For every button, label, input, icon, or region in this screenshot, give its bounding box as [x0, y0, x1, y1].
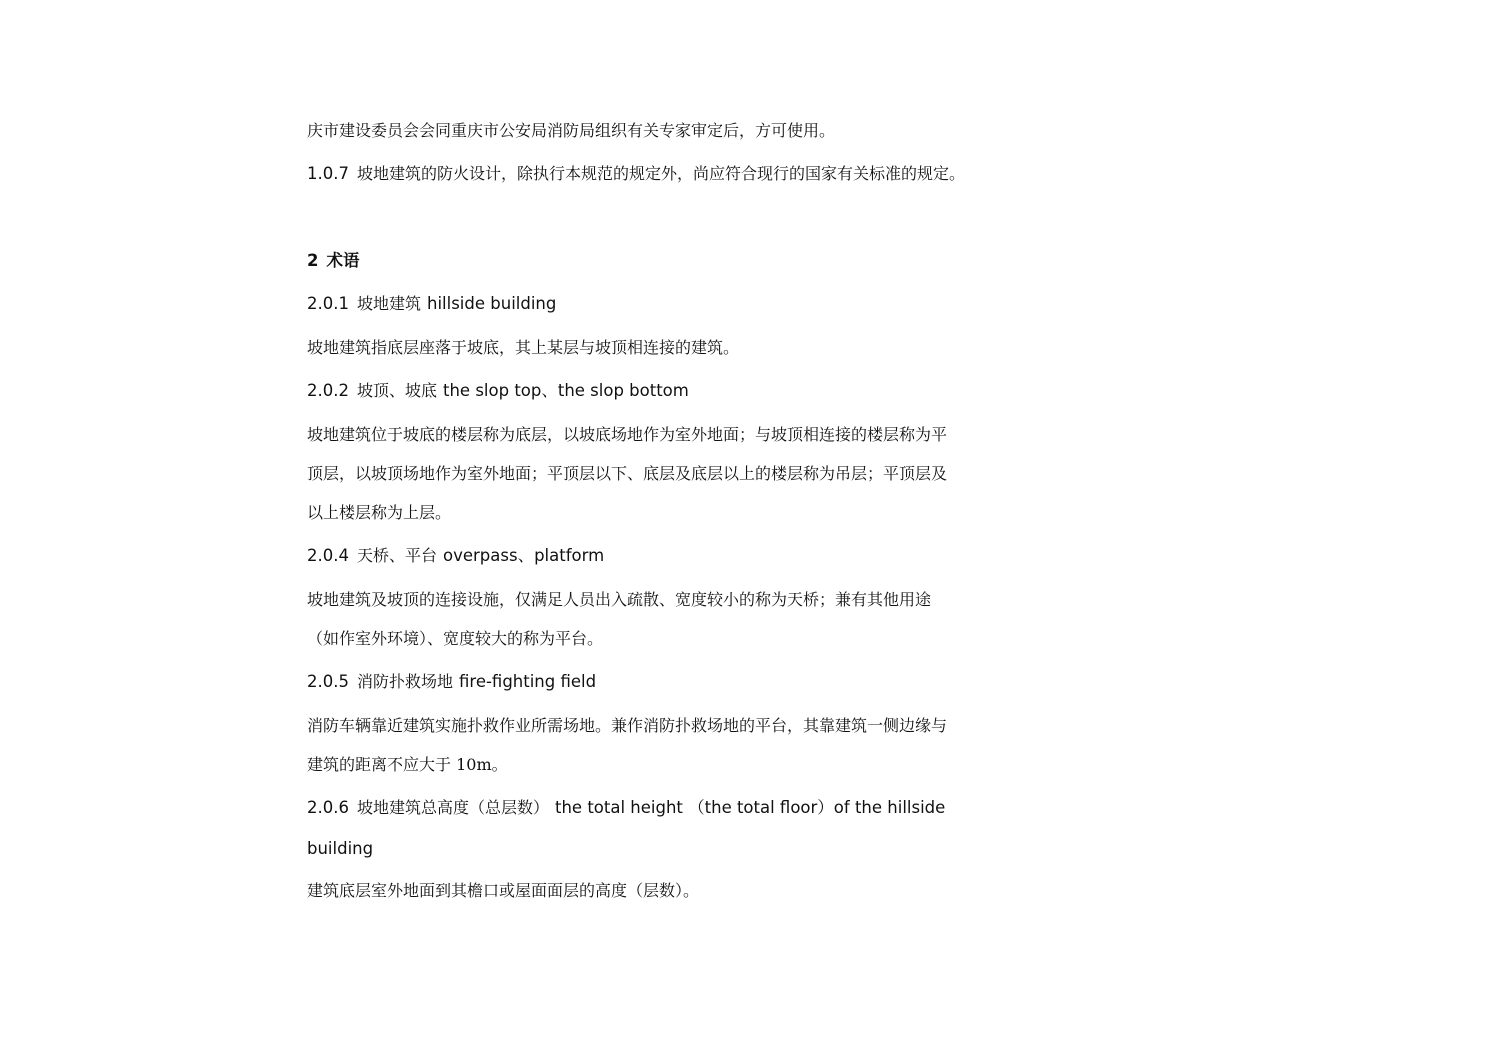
term-definition: [307, 589, 931, 611]
term-en-continuation: building: [307, 839, 374, 858]
term-number: 2.0.2: [307, 381, 349, 400]
term-number: 2.0.1: [307, 294, 349, 313]
term-cn: 坡地建筑: [356, 294, 421, 313]
paragraph-text: 庆市建设委员会会同重庆市公安局消防局组织有关专家审定后，方可使用。: [307, 121, 836, 140]
clause-number: 1.0.7: [307, 164, 349, 183]
term-definition: [307, 502, 451, 524]
term-heading: [307, 545, 604, 567]
term-en: the total height （the total floor）of the hillside: [555, 798, 946, 817]
term-cn: 坡地建筑总高度（总层数）: [356, 798, 549, 817]
definition-line: 建筑底层室外地面到其檐口或屋面面层的高度（层数）。: [307, 881, 700, 900]
term-heading: [307, 671, 596, 693]
term-definition: [307, 424, 947, 446]
clause-1-0-7: [307, 163, 965, 185]
term-number: 2.0.4: [307, 546, 349, 565]
term-cn: 消防扑救场地: [356, 672, 453, 691]
term-definition: [307, 715, 947, 737]
definition-line: （如作室外环境）、宽度较大的称为平台。: [307, 629, 604, 648]
term-definition: [307, 337, 739, 359]
term-definition: [307, 628, 603, 650]
term-heading: [307, 293, 556, 315]
definition-line: 坡地建筑指底层座落于坡底，其上某层与坡顶相连接的建筑。: [307, 338, 740, 357]
term-heading: [307, 380, 689, 402]
section-number: 2: [307, 251, 319, 270]
continuation-line: [307, 120, 835, 142]
term-cn: 天桥、平台: [356, 546, 437, 565]
term-en: fire-fighting field: [459, 672, 597, 691]
definition-line: 坡地建筑位于坡底的楼层称为底层，以坡底场地作为室外地面；与坡顶相连接的楼层称为平: [307, 425, 948, 444]
term-en: overpass、platform: [443, 546, 605, 565]
term-en: hillside building: [427, 294, 557, 313]
term-definition: [307, 463, 947, 485]
definition-line: 坡地建筑及坡顶的连接设施，仅满足人员出入疏散、宽度较小的称为天桥；兼有其他用途: [307, 590, 932, 609]
definition-line: 建筑的距离不应大于 10m。: [307, 755, 508, 774]
term-cn: 坡顶、坡底: [356, 381, 437, 400]
term-en: the slop top、the slop bottom: [443, 381, 689, 400]
section-heading: [307, 250, 359, 272]
definition-line: 顶层，以坡顶场地作为室外地面；平顶层以下、底层及底层以上的楼层称为吊层；平顶层及: [307, 464, 948, 483]
section-title: 术语: [326, 251, 360, 270]
term-definition: [307, 754, 508, 776]
clause-text: 坡地建筑的防火设计，除执行本规范的规定外，尚应符合现行的国家有关标准的规定。: [356, 164, 965, 183]
term-number: 2.0.5: [307, 672, 349, 691]
term-heading-continuation: [307, 838, 373, 860]
term-heading: [307, 797, 945, 819]
term-number: 2.0.6: [307, 798, 349, 817]
definition-line: 以上楼层称为上层。: [307, 503, 452, 522]
term-definition: [307, 880, 699, 902]
definition-line: 消防车辆靠近建筑实施扑救作业所需场地。兼作消防扑救场地的平台，其靠建筑一侧边缘与: [307, 716, 948, 735]
